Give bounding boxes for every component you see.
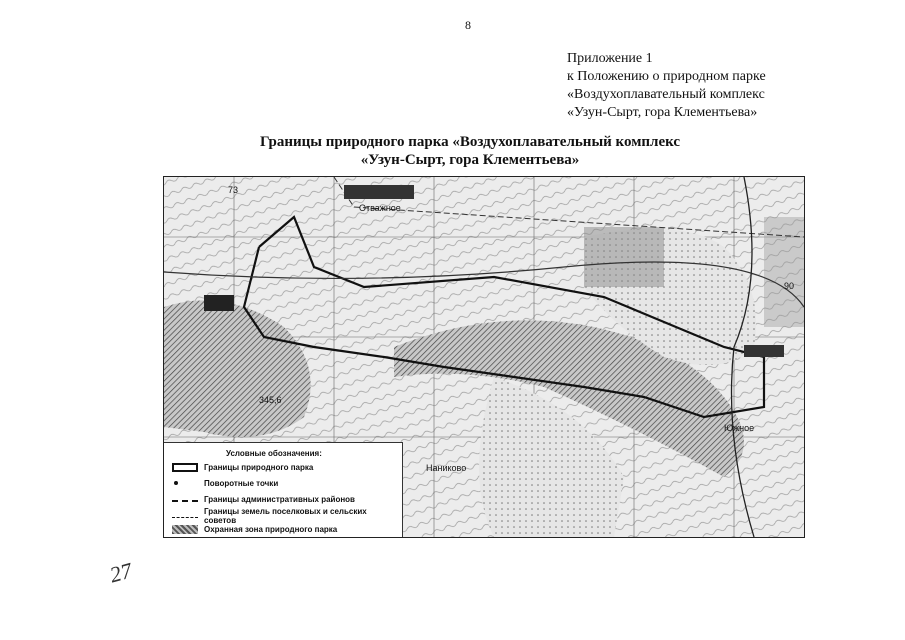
legend-label: Границы административных районов [204,495,355,504]
settlement-border-icon [172,517,198,518]
height-mark: 73 [228,185,239,195]
boundary-symbol-icon [172,463,198,472]
admin-border-icon [172,500,198,502]
legend-item-admin [172,495,355,504]
page-number: 8 [465,18,471,32]
topographic-map [163,176,805,538]
legend-title: Условные обозначения: [226,449,322,458]
appendix-header [567,50,766,122]
map-legend [164,442,403,538]
legend-label: Границы природного парка [204,463,314,472]
height-mark: 345,6 [259,395,282,405]
legend-item-boundary [172,463,313,472]
place-label: Южное [724,423,755,433]
handwritten-mark: 27 [107,557,135,588]
legend-label: Поворотные точки [204,479,279,488]
place-label: Наниково [426,463,467,473]
legend-item-settlement [172,507,392,525]
forest-patch [764,217,804,327]
appendix-line: «Воздухоплавательный комплекс [567,87,765,102]
appendix-line: Приложение 1 [567,51,653,66]
settlement-block [744,345,784,357]
document-title-continued: «Узун-Сырт, гора Клементьева» [360,152,580,168]
settlement-block [344,185,414,199]
turning-point-icon [172,479,198,488]
legend-item-zone [172,525,337,534]
legend-label: Границы земель поселковых и сельских советов [204,507,367,525]
appendix-line: к Положению о природном парке [567,69,766,84]
settlement-block [204,295,234,311]
forest-patch [584,227,664,287]
legend-item-points [172,479,278,488]
place-label: Отважное [359,203,401,213]
height-mark: 90 [784,281,795,291]
protection-zone-icon [172,525,198,534]
legend-label: Охранная зона природного парка [204,525,338,534]
document-title: Границы природного парка «Воздухоплавательный комплекс [259,134,681,150]
appendix-line: «Узун-Сырт, гора Клементьева» [567,105,758,120]
